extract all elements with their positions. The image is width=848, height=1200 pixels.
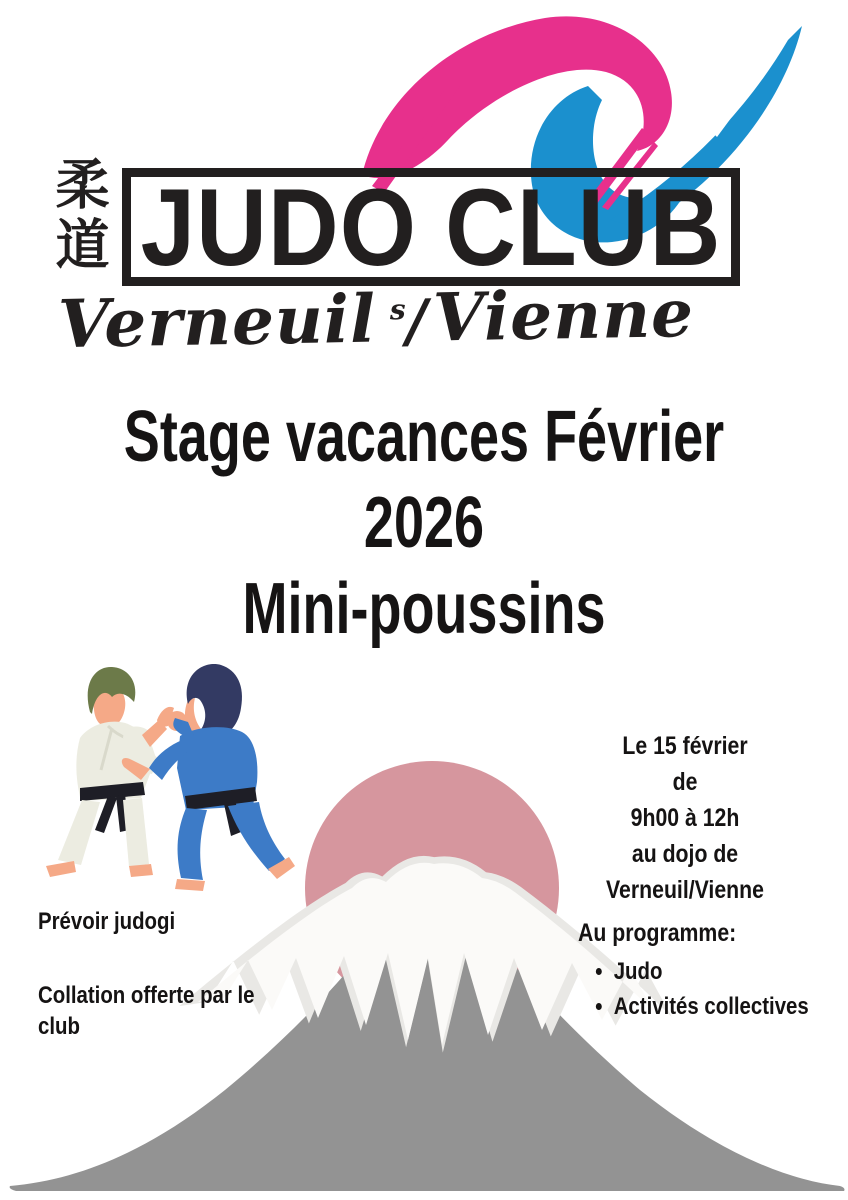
blue-judoka-front-leg — [178, 808, 207, 880]
program-section — [578, 916, 842, 1024]
location-sep-slash: / — [405, 286, 428, 356]
event-line: au dojo de — [631, 840, 739, 868]
notes-section — [38, 906, 297, 1042]
club-name-box — [122, 165, 740, 289]
program-item: • Judo — [614, 954, 842, 989]
club-location-script — [57, 270, 758, 366]
club-name: JUDO CLUB — [140, 165, 722, 289]
location-word-1: Verneuil — [57, 279, 377, 364]
poster-title — [0, 394, 848, 652]
event-line: Verneuil/Vienne — [606, 876, 764, 904]
blue-judoka-front-foot — [175, 879, 205, 891]
white-judoka-right-foot — [129, 864, 153, 877]
title-line-1: Stage vacances Février — [123, 397, 725, 477]
title-line-2: 2026 — [363, 483, 485, 563]
location-sep-letter: s — [389, 293, 406, 327]
blue-judoka-back-leg — [228, 802, 285, 871]
program-heading: Au programme: — [578, 919, 737, 947]
location-word-2: Vienne — [432, 274, 695, 357]
white-judoka-left-foot — [46, 861, 76, 877]
note-judogi: Prévoir judogi — [38, 908, 176, 935]
location-separator — [389, 287, 427, 356]
program-list — [578, 954, 842, 1024]
white-judoka-left-leg — [58, 800, 100, 865]
event-line: de — [672, 768, 698, 796]
title-line-3: Mini-poussins — [242, 569, 606, 649]
event-details — [560, 728, 810, 908]
judo-kanji: 柔道 — [47, 156, 111, 276]
program-item: • Activités collectives — [614, 989, 842, 1024]
note-collation: Collation offerte par le club — [38, 982, 255, 1040]
white-judoka-right-leg — [123, 798, 149, 867]
event-line: 9h00 à 12h — [630, 804, 740, 832]
judoka-illustration — [28, 638, 303, 913]
event-line: Le 15 février — [622, 732, 748, 760]
